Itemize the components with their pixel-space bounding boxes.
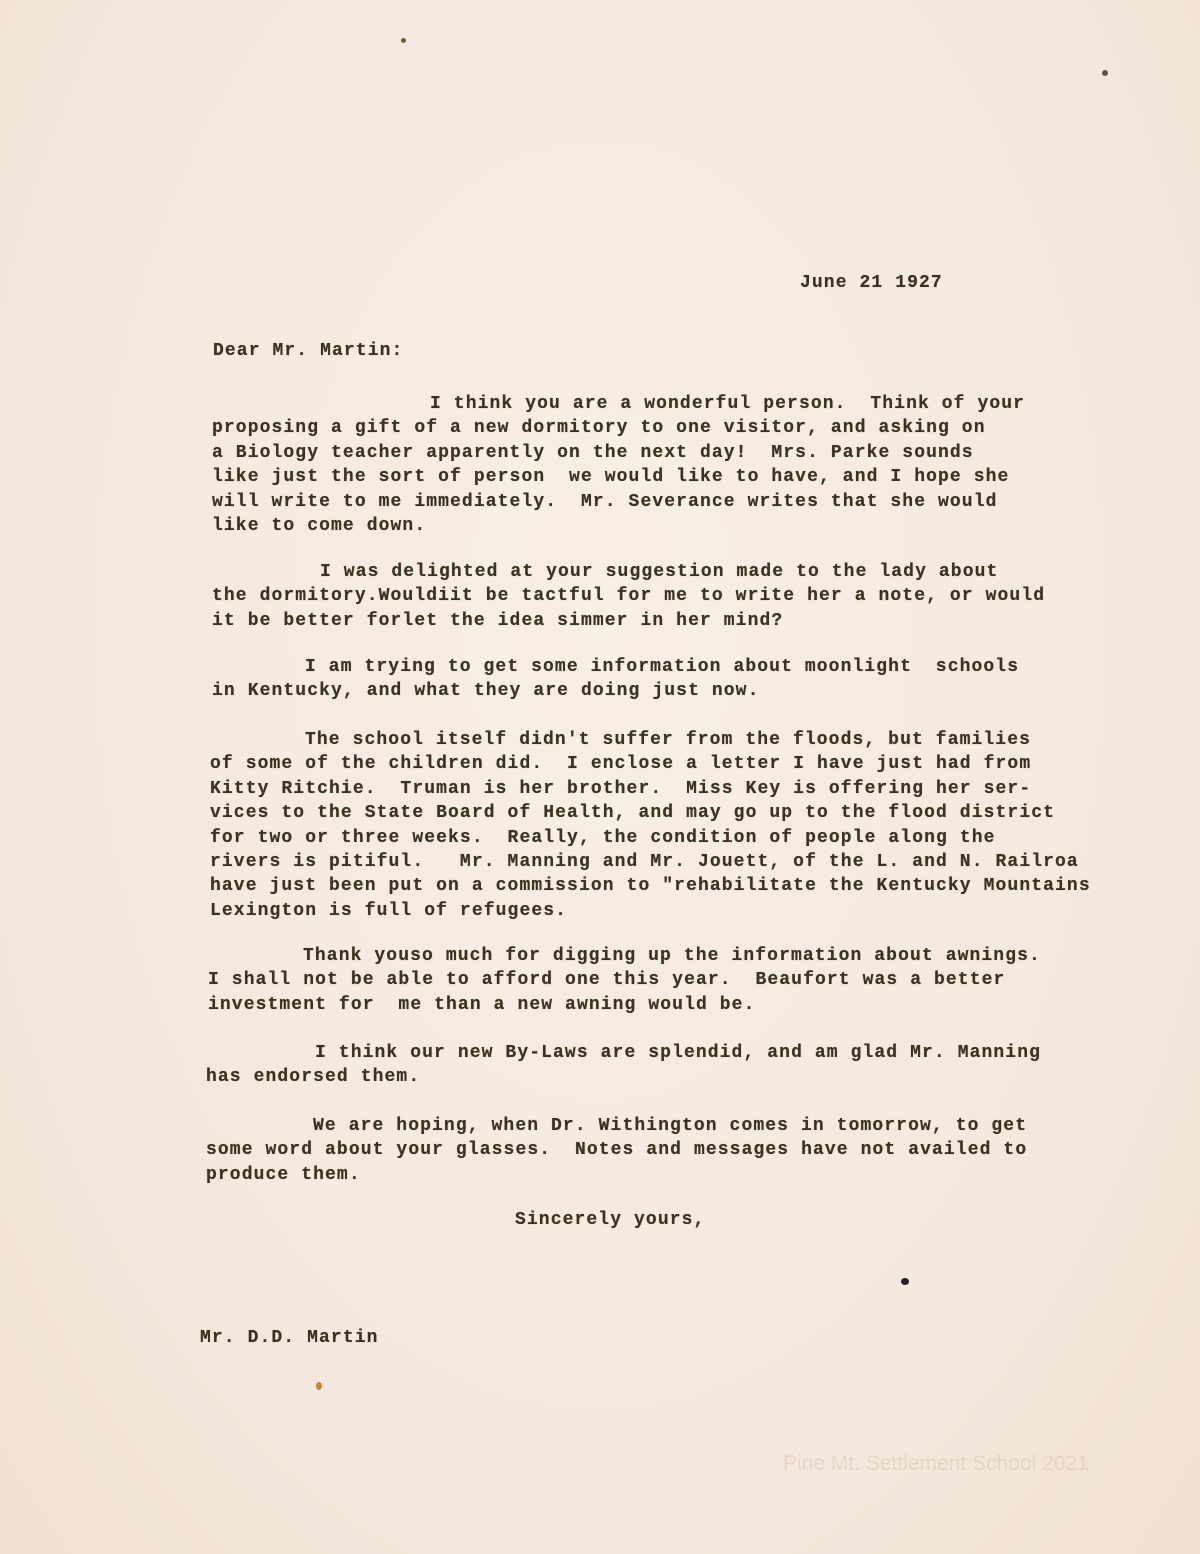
paragraph-line: a Biology teacher apparently on the next day! Mrs. Parke sounds (212, 442, 974, 463)
paragraph-line: I was delighted at your suggestion made to the lady about (320, 562, 999, 582)
paragraph-line: have just been put on a commission to "rehabilitate the Kentucky Mountains (210, 876, 1091, 897)
paragraph-2 (212, 560, 1045, 633)
paragraph-line: for two or three weeks. Really, the condition of people along the (210, 827, 996, 848)
paragraph-6 (206, 1041, 1041, 1090)
letter-date: June 21 1927 (800, 273, 943, 293)
paragraph-line: vices to the State Board of Health, and may go up to the flood district (210, 803, 1056, 824)
paragraph-line: of some of the children did. I enclose a letter I have just had from (210, 754, 1032, 775)
paragraph-3 (212, 655, 1019, 704)
closing: Sincerely yours, (515, 1210, 706, 1230)
paragraph-line: has endorsed them. (206, 1067, 421, 1088)
paragraph-line: like to come down. (212, 515, 427, 536)
paragraph-7 (206, 1114, 1027, 1187)
paragraph-line: Kitty Ritchie. Truman is her brother. Miss Key is offering her ser- (210, 778, 1032, 799)
paragraph-line: like just the sort of person we would like to have, and I hope she (212, 467, 1010, 488)
paragraph-line: The school itself didn't suffer from the floods, but families (305, 730, 1032, 750)
paragraph-line: I shall not be able to afford one this year. Beaufort was a better (208, 970, 1006, 991)
paragraph-line: produce them. (206, 1164, 361, 1185)
paragraph-line: Thank youso much for digging up the information about awnings. (303, 946, 1041, 966)
recipient-name: Mr. D.D. Martin (200, 1328, 379, 1348)
paragraph-line: it be better forlet the idea simmer in her mind? (212, 610, 784, 631)
paragraph-line: I think our new By-Laws are splendid, and am glad Mr. Manning (315, 1043, 1042, 1063)
paragraph-line: will write to me immediately. Mr. Severance writes that she would (212, 491, 998, 512)
paragraph-line: some word about your glasses. Notes and messages have not availed to (206, 1140, 1028, 1161)
paragraph-line: rivers is pitiful. Mr. Manning and Mr. Jouett, of the L. and N. Railroa (210, 851, 1079, 872)
paragraph-line: the dormitory.Wouldiit be tactful for me to write her a note, or would (212, 586, 1046, 607)
salutation: Dear Mr. Martin: (213, 341, 404, 361)
paragraph-line: Lexington is full of refugees. (210, 900, 568, 921)
paper-speck (401, 38, 406, 43)
paper-speck (316, 1382, 322, 1390)
paper-speck (1102, 70, 1108, 76)
paragraph-line: proposing a gift of a new dormitory to one visitor, and asking on (212, 418, 986, 439)
watermark: Pine Mt. Settlement School 2021 (783, 1452, 1089, 1475)
paragraph-line: investment for me than a new awning would be. (208, 994, 756, 1015)
paragraph-line: We are hoping, when Dr. Withington comes in tomorrow, to get (313, 1116, 1028, 1136)
paragraph-line: in Kentucky, and what they are doing just now. (212, 681, 760, 702)
paper-speck (901, 1278, 909, 1285)
paragraph-line: I am trying to get some information about moonlight schools (305, 657, 1020, 677)
paragraph-5 (208, 944, 1041, 1017)
paragraph-1 (212, 392, 1025, 538)
paragraph-4 (210, 728, 1091, 923)
paragraph-line: I think you are a wonderful person. Think of your (430, 394, 1026, 414)
